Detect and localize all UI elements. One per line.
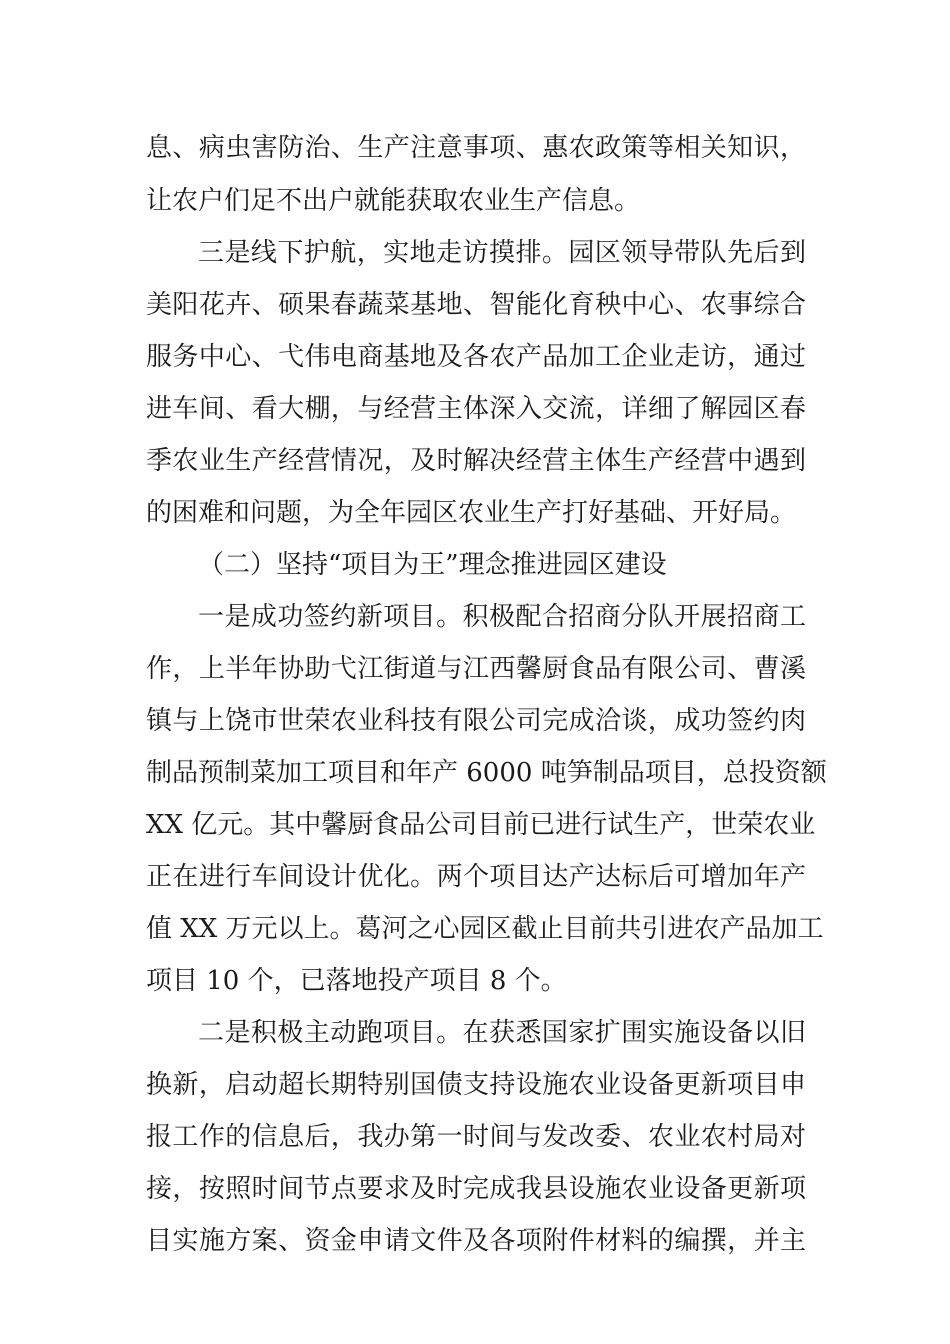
text-line: 的困难和问题，为全年园区农业生产打好基础、开好局。	[146, 498, 797, 528]
text-line: 换新，启动超长期特别国债支持设施农业设备更新项目申	[146, 1070, 806, 1100]
text-line: 作，上半年协助弋江街道与江西馨厨食品有限公司、曹溪	[146, 654, 806, 684]
text-line: 镇与上饶市世荣农业科技有限公司完成洽谈，成功签约肉	[146, 706, 806, 736]
text-line: 一是成功签约新项目。积极配合招商分队开展招商工	[198, 602, 806, 632]
text-line: 报工作的信息后，我办第一时间与发改委、农业农村局对	[146, 1122, 806, 1152]
text-line: 值 XX 万元以上。葛河之心园区截止目前共引进农产品加工	[146, 914, 824, 944]
text-line: 让农户们足不出户就能获取农业生产信息。	[146, 186, 641, 216]
text-line: 制品预制菜加工项目和年产 6000 吨笋制品项目，总投资额	[146, 758, 827, 788]
text-line: 季农业生产经营情况，及时解决经营主体生产经营中遇到	[146, 446, 806, 476]
text-line: 三是线下护航，实地走访摸排。园区领导带队先后到	[198, 238, 806, 268]
text-line: 目实施方案、资金申请文件及各项附件材料的编撰，并主	[146, 1226, 806, 1256]
text-line: 二是积极主动跑项目。在获悉国家扩围实施设备以旧	[198, 1018, 806, 1048]
text-line: 息、病虫害防治、生产注意事项、惠农政策等相关知识，	[146, 133, 806, 163]
text-line: 正在进行车间设计优化。两个项目达产达标后可增加年产	[146, 862, 806, 892]
text-line: 服务中心、弋伟电商基地及各农产品加工企业走访，通过	[146, 342, 806, 372]
text-line: 美阳花卉、硕果春蔬菜基地、智能化育秧中心、农事综合	[146, 290, 806, 320]
section-heading: （二）坚持“项目为王”理念推进园区建设	[198, 550, 667, 580]
text-line: 进车间、看大棚，与经营主体深入交流，详细了解园区春	[146, 394, 806, 424]
text-line: XX 亿元。其中馨厨食品公司目前已进行试生产，世荣农业	[146, 810, 816, 840]
text-line: 接，按照时间节点要求及时完成我县设施农业设备更新项	[146, 1174, 806, 1204]
text-line: 项目 10 个，已落地投产项目 8 个。	[146, 966, 567, 996]
